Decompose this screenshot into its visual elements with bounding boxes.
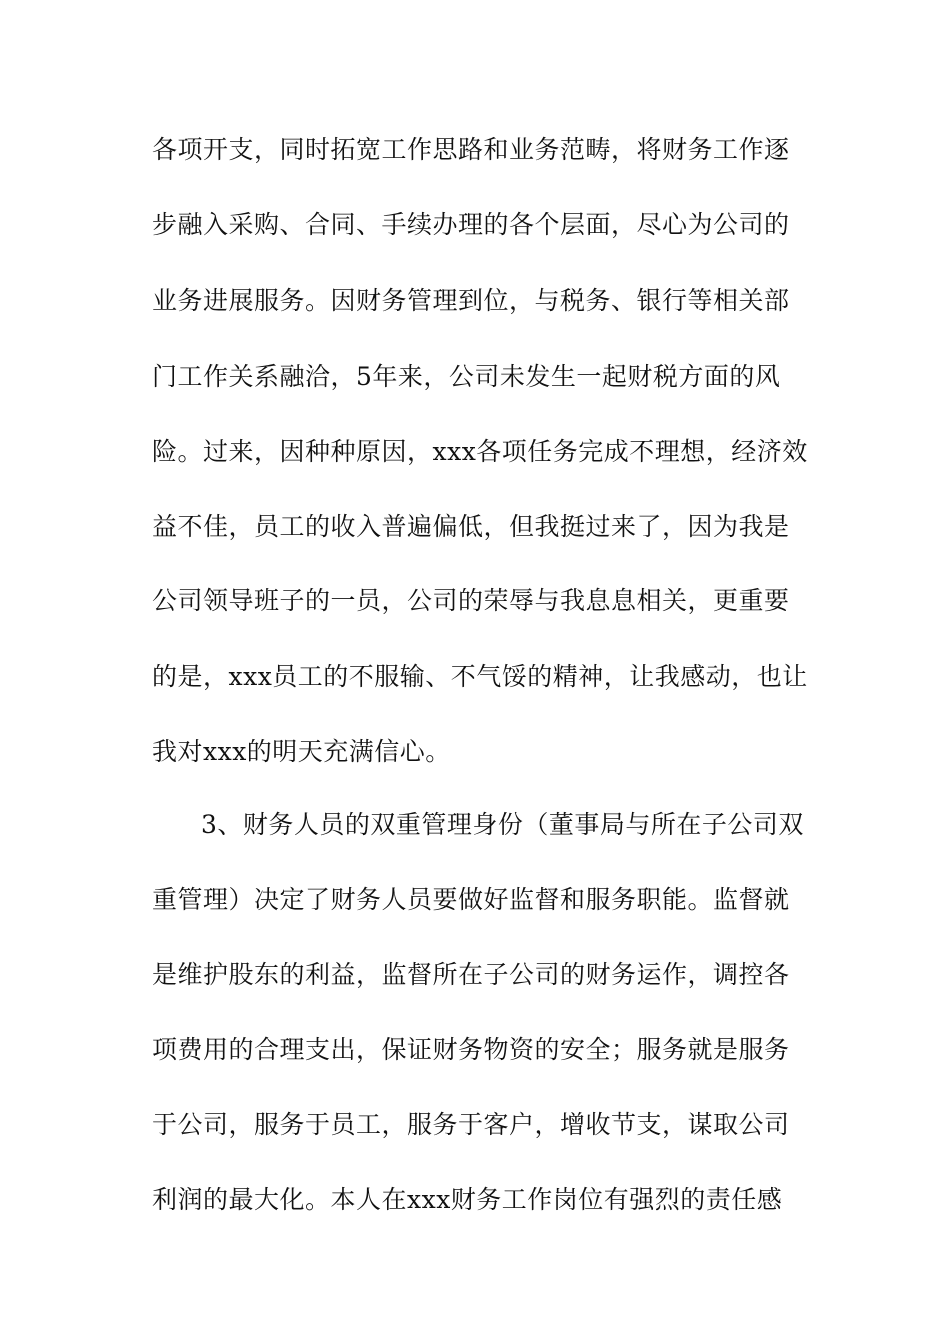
text-line-2: 步融入采购、合同、手续办理的各个层面，尽心为公司的 xyxy=(152,210,790,239)
text-line-13: 项费用的合理支出，保证财务物资的安全；服务就是服务 xyxy=(152,1035,790,1064)
text-line-9: 我对xxx的明天充满信心。 xyxy=(152,737,451,766)
text-line-11: 重管理）决定了财务人员要做好监督和服务职能。监督就 xyxy=(152,885,790,914)
text-line-14: 于公司，服务于员工，服务于客户，增收节支，谋取公司 xyxy=(152,1110,790,1139)
text-line-3: 业务进展服务。因财务管理到位，与税务、银行等相关部 xyxy=(152,286,790,315)
text-line-5: 险。过来，因种种原因，xxx各项任务完成不理想，经济效 xyxy=(152,437,808,466)
text-line-12: 是维护股东的利益，监督所在子公司的财务运作，调控各 xyxy=(152,960,790,989)
text-line-7: 公司领导班子的一员，公司的荣辱与我息息相关，更重要 xyxy=(152,586,790,615)
text-line-1: 各项开支，同时拓宽工作思路和业务范畴，将财务工作逐 xyxy=(152,135,790,164)
text-line-6: 益不佳，员工的收入普遍偏低，但我挺过来了，因为我是 xyxy=(152,512,790,541)
text-line-15: 利润的最大化。本人在xxx财务工作岗位有强烈的责任感 xyxy=(152,1185,783,1214)
text-line-4: 门工作关系融洽，5年来，公司未发生一起财税方面的风 xyxy=(152,362,781,391)
text-line-10: 3、财务人员的双重管理身份（董事局与所在子公司双 xyxy=(201,810,804,839)
text-line-8: 的是，xxx员工的不服输、不气馁的精神，让我感动，也让 xyxy=(152,662,808,691)
